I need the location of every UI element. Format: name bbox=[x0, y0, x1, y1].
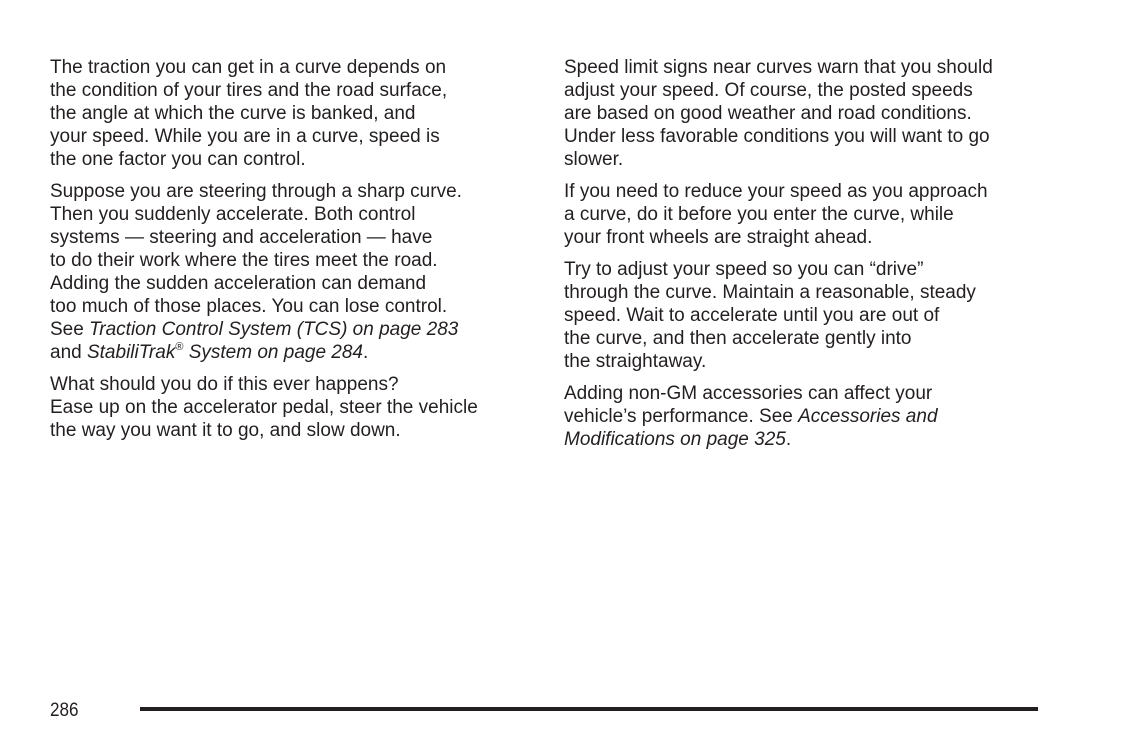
text-segment: your front wheels are straight ahead. bbox=[564, 227, 873, 248]
text-segment: vehicle’s performance. See bbox=[564, 406, 799, 427]
text-line bbox=[50, 341, 540, 364]
text-line bbox=[564, 350, 1054, 373]
text-segment: If you need to reduce your speed as you approach bbox=[564, 181, 988, 202]
text-line bbox=[50, 249, 540, 272]
text-segment: the curve, and then accelerate gently into bbox=[564, 328, 912, 349]
text-line bbox=[564, 304, 1054, 327]
text-segment: Ease up on the accelerator pedal, steer the vehicle bbox=[50, 397, 478, 418]
text-line bbox=[50, 125, 540, 148]
text-segment: slower. bbox=[564, 149, 624, 170]
text-segment: a curve, do it before you enter the curve, while bbox=[564, 204, 954, 225]
text-line bbox=[50, 203, 540, 226]
text-segment: Speed limit signs near curves warn that you should bbox=[564, 57, 993, 78]
cross-reference: Modifications on page 325 bbox=[564, 429, 786, 450]
left-column bbox=[50, 56, 540, 451]
text-line bbox=[50, 318, 540, 341]
text-segment: Under less favorable conditions you will want to go bbox=[564, 126, 990, 147]
text-segment: through the curve. Maintain a reasonable, steady bbox=[564, 282, 976, 303]
text-line bbox=[50, 226, 540, 249]
paragraph bbox=[564, 258, 1054, 373]
cross-reference: StabiliTrak bbox=[86, 342, 176, 363]
text-line bbox=[564, 148, 1054, 171]
text-line bbox=[50, 373, 540, 396]
text-line bbox=[564, 180, 1054, 203]
text-segment: The traction you can get in a curve depends on bbox=[50, 57, 447, 78]
text-segment: to do their work where the tires meet the road. bbox=[50, 250, 438, 271]
text-segment: the way you want it to go, and slow down. bbox=[50, 420, 401, 441]
registered-mark: ® bbox=[175, 341, 184, 353]
text-segment: are based on good weather and road conditions. bbox=[564, 103, 972, 124]
text-segment: systems — steering and acceleration — have bbox=[50, 227, 433, 248]
page-number: 286 bbox=[50, 700, 79, 721]
text-line bbox=[50, 56, 540, 79]
text-line bbox=[564, 56, 1054, 79]
text-segment: . bbox=[363, 342, 369, 363]
paragraph bbox=[50, 373, 540, 442]
text-segment: adjust your speed. Of course, the posted speeds bbox=[564, 80, 973, 101]
paragraph bbox=[564, 382, 1054, 451]
text-line bbox=[564, 102, 1054, 125]
text-line bbox=[50, 419, 540, 442]
cross-reference: System on page 284 bbox=[183, 342, 364, 363]
text-segment: speed. Wait to accelerate until you are out of bbox=[564, 305, 940, 326]
text-segment: Then you suddenly accelerate. Both control bbox=[50, 204, 416, 225]
text-segment: Try to adjust your speed so you can “drive” bbox=[564, 259, 924, 280]
text-line bbox=[50, 295, 540, 318]
text-line bbox=[50, 102, 540, 125]
text-line bbox=[564, 226, 1054, 249]
text-segment: the angle at which the curve is banked, and bbox=[50, 103, 416, 124]
text-line bbox=[564, 281, 1054, 304]
text-segment: and bbox=[50, 342, 87, 363]
text-line bbox=[50, 180, 540, 203]
text-line bbox=[50, 148, 540, 171]
text-segment: Adding non-GM accessories can affect your bbox=[564, 383, 933, 404]
text-line bbox=[564, 203, 1054, 226]
paragraph bbox=[50, 56, 540, 171]
text-segment: Suppose you are steering through a sharp curve. bbox=[50, 181, 462, 202]
text-line bbox=[50, 272, 540, 295]
text-segment: too much of those places. You can lose control. bbox=[50, 296, 448, 317]
text-segment: the one factor you can control. bbox=[50, 149, 306, 170]
text-segment: What should you do if this ever happens? bbox=[50, 374, 399, 395]
paragraph bbox=[564, 56, 1054, 171]
text-segment: your speed. While you are in a curve, speed is bbox=[50, 126, 440, 147]
footer-rule bbox=[140, 707, 1038, 711]
text-line bbox=[564, 327, 1054, 350]
text-segment: the condition of your tires and the road surface, bbox=[50, 80, 448, 101]
right-column bbox=[564, 56, 1054, 460]
text-line bbox=[564, 382, 1054, 405]
text-segment: the straightaway. bbox=[564, 351, 707, 372]
text-segment: . bbox=[785, 429, 792, 450]
text-line bbox=[50, 396, 540, 419]
paragraph bbox=[564, 180, 1054, 249]
text-line bbox=[564, 79, 1054, 102]
cross-reference: Traction Control System (TCS) on page 283 bbox=[89, 319, 459, 340]
text-line bbox=[564, 405, 1054, 428]
text-line bbox=[564, 125, 1054, 148]
paragraph bbox=[50, 180, 540, 364]
text-line bbox=[50, 79, 540, 102]
text-line bbox=[564, 428, 1054, 451]
text-line bbox=[564, 258, 1054, 281]
text-segment: See bbox=[50, 319, 90, 340]
text-segment: Adding the sudden acceleration can demand bbox=[50, 273, 427, 294]
cross-reference: Accessories and bbox=[798, 406, 938, 427]
